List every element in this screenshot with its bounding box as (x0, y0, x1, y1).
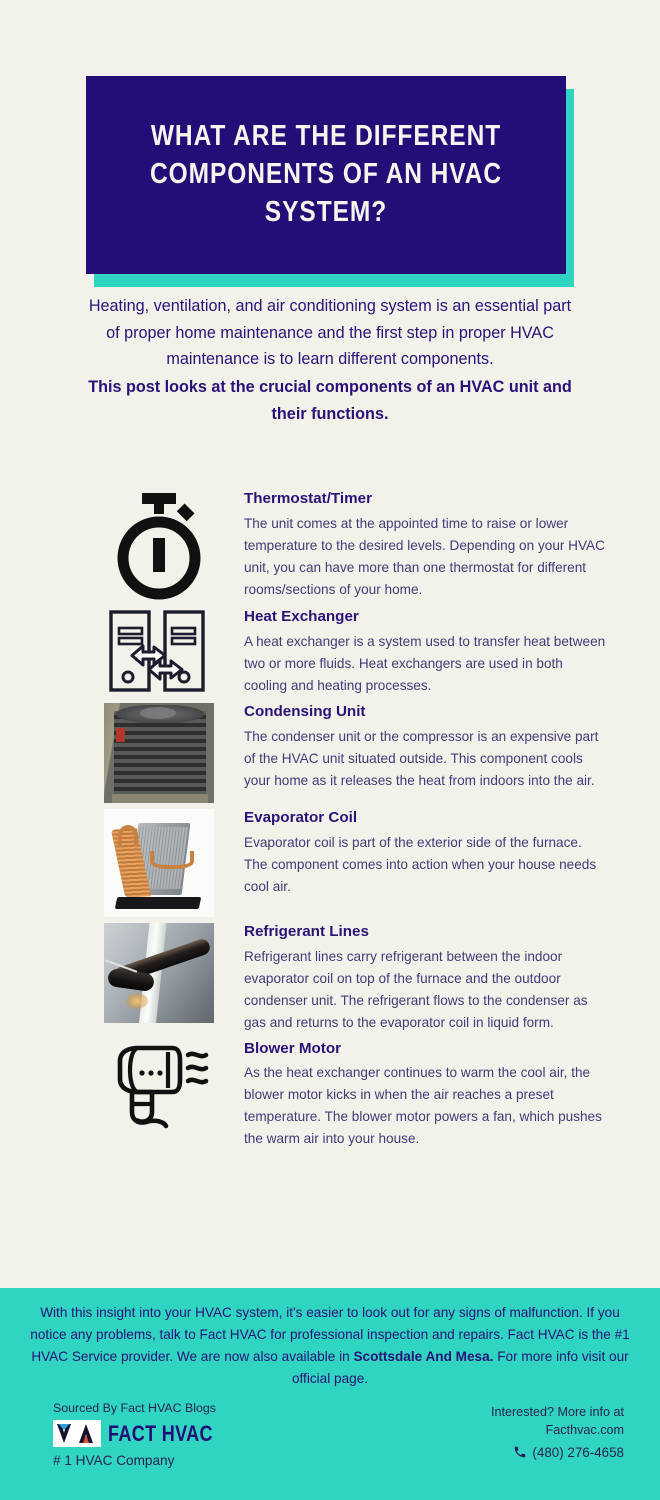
component-description: As the heat exchanger continues to warm the cool air, the blower motor kicks in when the air reaches a preset temperature. The blower motor powers a fan, which pushes the warm air into your house. (244, 1065, 602, 1147)
intro-emphasis: This post looks at the crucial components of an HVAC unit and their functions. (88, 378, 572, 423)
conclusion-text (0, 1288, 660, 1390)
cta-website[interactable]: Facthvac.com (545, 1423, 624, 1438)
component-item-condensing-unit (0, 701, 660, 803)
component-title: Condensing Unit (244, 702, 366, 720)
component-description: Evaporator coil is part of the exterior side of the furnace. The component comes into action when your house needs cool air. (244, 834, 597, 894)
evaporator-coil-photo (104, 809, 214, 917)
title-block (86, 76, 566, 287)
photo-detail-copper-tube-lower (150, 851, 194, 869)
phone-row[interactable] (491, 1443, 624, 1462)
photo-detail-copper-tube (118, 825, 138, 847)
component-description: Refrigerant lines carry refrigerant between the indoor evaporator coil on top of the furnace and the outdoor condenser unit. The refrigerant flows to the condenser as gas and returns to the evaporator coil in liquid form. (244, 948, 588, 1030)
phone-icon (513, 1445, 527, 1459)
title-panel (86, 76, 566, 274)
component-text (214, 701, 608, 792)
photo-detail-drain-pan (115, 897, 202, 909)
component-title: Thermostat/Timer (244, 490, 373, 507)
brand-logo[interactable] (53, 1420, 236, 1447)
blower-motor-icon (106, 1040, 212, 1140)
photo-detail-fan (140, 707, 176, 719)
component-item-heat-exchanger (0, 606, 660, 697)
component-title: Heat Exchanger (244, 608, 359, 625)
phone-number: (480) 276-4658 (532, 1444, 624, 1460)
photo-detail-base (112, 794, 208, 803)
conclusion-part2: For more info visit our official page. (291, 1349, 629, 1387)
footer (0, 1401, 660, 1468)
component-visual (104, 488, 214, 602)
component-item-evaporator-coil (0, 807, 660, 917)
component-title: Evaporator Coil (244, 808, 358, 826)
intro-section (80, 293, 580, 428)
condensing-unit-photo (104, 703, 214, 803)
intro-paragraph: Heating, ventilation, and air conditioning system is an essential part of proper home maintenance and the first step in proper HVAC maintenance is to learn different components. (88, 297, 572, 369)
conclusion-band (0, 1288, 660, 1500)
components-list (0, 488, 660, 1154)
page-title: WHAT ARE THE DIFFERENT COMPONENTS OF AN HVAC SYSTEM? (149, 120, 503, 228)
component-visual (104, 606, 214, 696)
photo-detail-light-glow (126, 993, 148, 1009)
heat-exchanger-icon (107, 608, 211, 696)
component-text (214, 1038, 608, 1151)
photo-detail-louvers (114, 711, 206, 797)
component-title: Refrigerant Lines (244, 922, 369, 940)
component-visual (104, 921, 214, 1023)
logo-wordmark: FACT HVAC (108, 1420, 213, 1446)
component-title: Blower Motor (244, 1039, 342, 1057)
stopwatch-timer-icon (109, 490, 209, 602)
fact-hvac-logo-mark (53, 1420, 101, 1447)
component-text (214, 488, 608, 601)
photo-detail-badge (116, 728, 125, 742)
component-description: A heat exchanger is a system used to transfer heat between two or more fluids. Heat exchangers are used in both cooling and heating processes. (244, 633, 606, 693)
component-text (214, 807, 608, 898)
conclusion-part1: With this insight into your HVAC system, it's easier to look out for any signs of malfunction. If you notice any problems, talk to Fact HVAC for professional inspection and repairs. Fact HVAC is the #1 HVAC Service provider. We are now also available in (30, 1305, 630, 1365)
component-text (214, 606, 608, 697)
component-description: The condenser unit or the compressor is an expensive part of the HVAC unit situated outside. This component cools your home as it releases the heat from indoors into the air. (244, 728, 599, 788)
component-visual (104, 807, 214, 917)
component-item-blower-motor (0, 1038, 660, 1151)
component-visual (104, 1038, 214, 1140)
refrigerant-lines-photo (104, 923, 214, 1023)
footer-left (53, 1401, 236, 1468)
component-description: The unit comes at the appointed time to raise or lower temperature to the desired levels. Depending on your HVAC unit, you can have more than one thermostat for different rooms/sections of your home. (244, 515, 605, 597)
cta-line-1: Interested? More info at (490, 1405, 624, 1419)
component-item-thermostat (0, 488, 660, 602)
sourced-label: Sourced By Fact HVAC Blogs (53, 1401, 216, 1415)
company-tagline: # 1 HVAC Company (53, 1453, 175, 1468)
component-text (214, 921, 608, 1034)
component-item-refrigerant-lines (0, 921, 660, 1034)
footer-right (491, 1401, 624, 1462)
conclusion-highlight: Scottsdale And Mesa. (353, 1349, 494, 1365)
component-visual (104, 701, 214, 803)
